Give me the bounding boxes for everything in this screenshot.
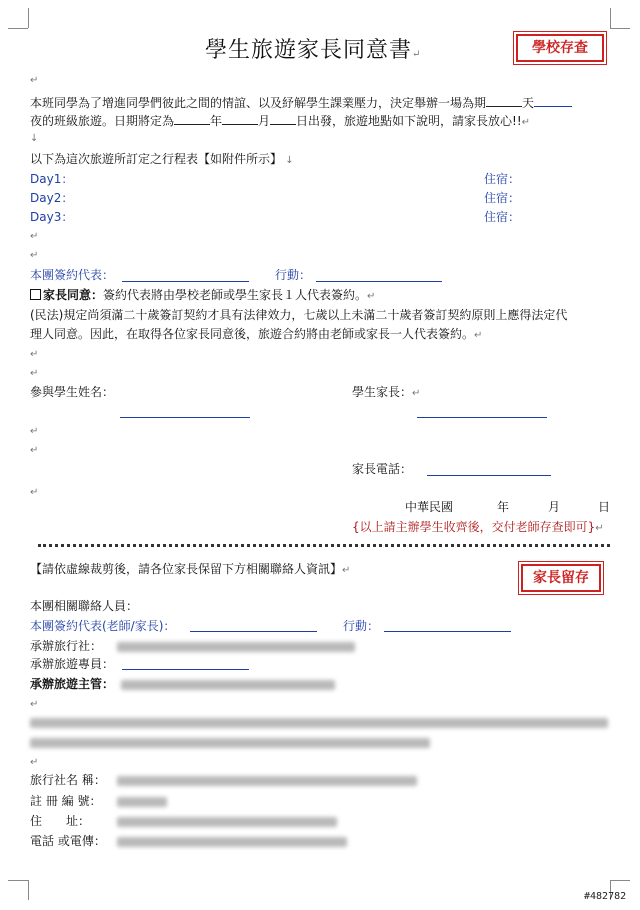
paragraph-mark: ↓ <box>282 155 294 166</box>
date-day: 日 <box>598 500 611 514</box>
document-title <box>205 38 421 68</box>
document-title-text: 學生旅遊家長同意書 <box>205 38 413 63</box>
paragraph-mark: ↵ <box>30 426 39 437</box>
student-name-blank[interactable] <box>120 417 250 418</box>
day3-lodging: 住宿： <box>484 210 521 224</box>
redacted-paragraph-line-2 <box>30 738 430 748</box>
crop-mark-top-left-h <box>8 28 28 29</box>
day1-lodging: 住宿： <box>484 172 521 186</box>
crop-mark-bottom-left-h <box>8 880 28 881</box>
cut-line <box>38 544 610 547</box>
paragraph-mark: ↵ <box>367 291 376 302</box>
rep-blank[interactable] <box>122 281 249 282</box>
paragraph-mark: ↵ <box>595 523 604 534</box>
civil-law-line-2 <box>30 327 482 343</box>
redacted-phone-fax <box>117 837 347 847</box>
supervisor-label: 承辦旅遊主管： <box>30 677 115 691</box>
paragraph-mark: ↵ <box>474 330 483 341</box>
crop-mark-top-right <box>610 8 611 28</box>
intro-year: 年 <box>210 114 223 128</box>
redacted-address <box>117 817 337 827</box>
parent-label <box>352 385 420 401</box>
specialist-label: 承辦旅遊專員： <box>30 657 115 671</box>
consent-heading: 家長同意： <box>43 288 104 302</box>
paragraph-mark: ↵ <box>30 231 39 242</box>
stamp-parent-keep-text: 家長留存 <box>533 570 589 586</box>
stamp-parent-keep <box>521 564 601 592</box>
watermark-id: #482782 <box>584 891 627 902</box>
day2-lodging: 住宿： <box>484 191 521 205</box>
paragraph-mark: ↵ <box>412 49 422 60</box>
intro-day-unit: 天 <box>522 96 535 110</box>
year-blank[interactable] <box>174 112 210 125</box>
days-blank[interactable] <box>486 94 522 107</box>
intro-line-1 <box>30 94 572 110</box>
intro-text-1: 本班同學為了增進同學們彼此之間的情誼、以及紓解學生課業壓力，決定舉辦一場為期 <box>30 96 487 110</box>
mobile-label: 行動： <box>275 268 312 282</box>
paragraph-mark: ↵ <box>342 565 351 576</box>
itinerary-title-text: 以下為這次旅遊所訂定之行程表【如附件所示】 <box>30 152 283 166</box>
agency-name-label: 旅行社名 稱： <box>30 773 106 787</box>
consent-line <box>30 288 375 304</box>
day-blank[interactable] <box>270 112 296 125</box>
mobile-blank[interactable] <box>316 281 442 282</box>
specialist-blank[interactable] <box>122 669 249 670</box>
day3-label: Day3： <box>30 210 74 224</box>
paragraph-mark: ↵ <box>30 487 39 498</box>
nights-blank[interactable] <box>534 94 572 107</box>
mobile2-label: 行動： <box>343 619 380 633</box>
paragraph-mark: ↵ <box>412 388 421 399</box>
paragraph-mark: ↵ <box>30 349 39 360</box>
intro-line-2 <box>30 112 530 130</box>
consent-checkbox[interactable] <box>30 289 41 300</box>
stamp-school-archive <box>516 34 604 62</box>
paragraph-mark: ↵ <box>30 757 39 768</box>
cut-note <box>30 562 350 578</box>
rep2-blank[interactable] <box>190 631 317 632</box>
rep2-label: 本團簽約代表(老師/家長)： <box>30 619 176 633</box>
parent-signature-blank[interactable] <box>417 417 547 418</box>
day1-label: Day1： <box>30 172 74 186</box>
redacted-paragraph-line-1 <box>30 718 608 728</box>
crop-mark-top-right-h <box>610 28 630 29</box>
rep-label: 本團簽約代表： <box>30 268 115 282</box>
student-name-label: 參與學生姓名： <box>30 385 115 399</box>
cut-note-text: 【請依虛線裁剪後，請各位家長保留下方相關聯絡人資訊】 <box>30 562 343 576</box>
intro-text-2a: 夜的班級旅遊。日期將定為 <box>30 114 175 128</box>
redacted-agency <box>117 642 355 652</box>
date-year: 年 <box>497 500 510 514</box>
redacted-agency-name <box>117 776 417 786</box>
paragraph-mark: ↵ <box>30 250 39 261</box>
paragraph-mark: ↓ <box>30 133 39 144</box>
crop-mark-bottom-right-h <box>610 880 630 881</box>
stamp-school-archive-text: 學校存查 <box>532 40 588 56</box>
month-blank[interactable] <box>222 112 258 125</box>
date-month: 月 <box>548 500 561 514</box>
collect-note-text: {以上請主辦學生收齊後，交付老師存查即可} <box>352 520 596 534</box>
date-roc: 中華民國 <box>405 500 454 514</box>
civil-law-text-2: 理人同意。因此，在取得各位家長同意後，旅遊合約將由老師或家長一人代表簽約。 <box>30 327 475 341</box>
reg-no-label: 註 冊 編 號： <box>30 794 102 808</box>
mobile2-blank[interactable] <box>384 631 511 632</box>
crop-mark-bottom-left <box>28 880 29 900</box>
consent-text: 簽約代表將由學校老師或學生家長１人代表簽約。 <box>103 288 368 302</box>
paragraph-mark: ↵ <box>30 445 39 456</box>
redacted-reg-no <box>117 797 167 807</box>
itinerary-title <box>30 152 294 168</box>
address-label: 住 址： <box>30 814 91 828</box>
day2-label: Day2： <box>30 191 74 205</box>
paragraph-mark: ↵ <box>30 699 39 710</box>
collect-note <box>352 520 604 536</box>
phone-fax-label: 電話 或電傳： <box>30 834 106 848</box>
parent-phone-label: 家長電話： <box>352 462 413 476</box>
paragraph-mark: ↵ <box>30 368 39 379</box>
contacts-title: 本團相關聯絡人員： <box>30 599 139 613</box>
parent-label-text: 學生家長： <box>352 385 413 399</box>
parent-phone-blank[interactable] <box>427 475 551 476</box>
intro-month: 月 <box>258 114 271 128</box>
redacted-supervisor <box>121 680 335 690</box>
crop-mark-top-left <box>28 8 29 28</box>
civil-law-line-1: (民法)規定尚須滿二十歲簽訂契約才具有法律效力，七歲以上未滿二十歲者簽訂契約原則上應得法定代 <box>30 308 568 322</box>
intro-text-2b: 日出發，旅遊地點如下說明，請家長放心!! <box>296 114 522 128</box>
paragraph-mark: ↵ <box>30 75 39 86</box>
paragraph-mark: ↵ <box>521 117 531 128</box>
agency-label: 承辦旅行社： <box>30 639 103 653</box>
